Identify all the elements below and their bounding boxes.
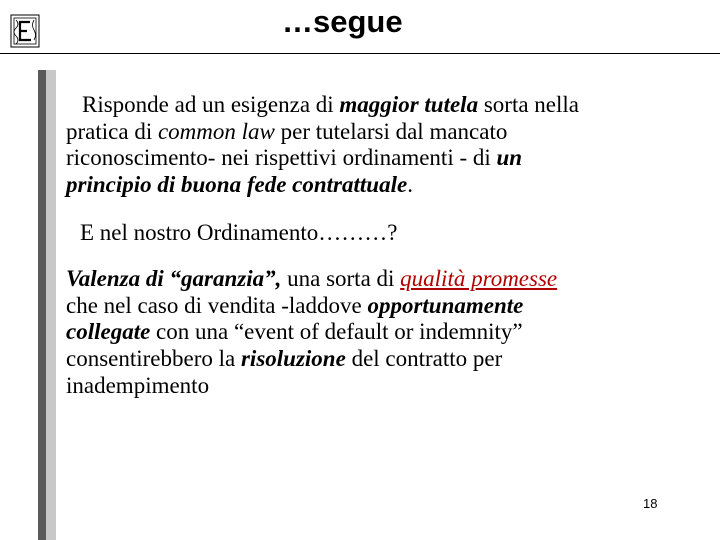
- left-bar-dark: [38, 70, 46, 540]
- paragraph-garanzia: Valenza di “garanzia”, una sorta di qualità promesse che nel caso di vendita -laddove opportunamente collegate con una “event of default or indemnity” consentirebbero la risoluzione del contratto per inadempimento: [66, 266, 558, 398]
- slide-title: …segue: [282, 4, 403, 39]
- left-bar-light: [46, 70, 56, 540]
- qualita-promesse-link: qualità promesse: [400, 266, 558, 291]
- title-divider: [0, 53, 720, 54]
- page-number: 18: [643, 496, 658, 511]
- paragraph-common-law: Risponde ad un esigenza di maggior tutela sorta nella pratica di common law per tutelarsi dal mancato riconoscimento- nei rispettivi ordinamenti - di un principio di buona fede contrattuale.: [66, 92, 579, 198]
- ornamental-e-logo-icon: [8, 12, 42, 50]
- paragraph-ordinamento: E nel nostro Ordinamento………?: [80, 220, 398, 245]
